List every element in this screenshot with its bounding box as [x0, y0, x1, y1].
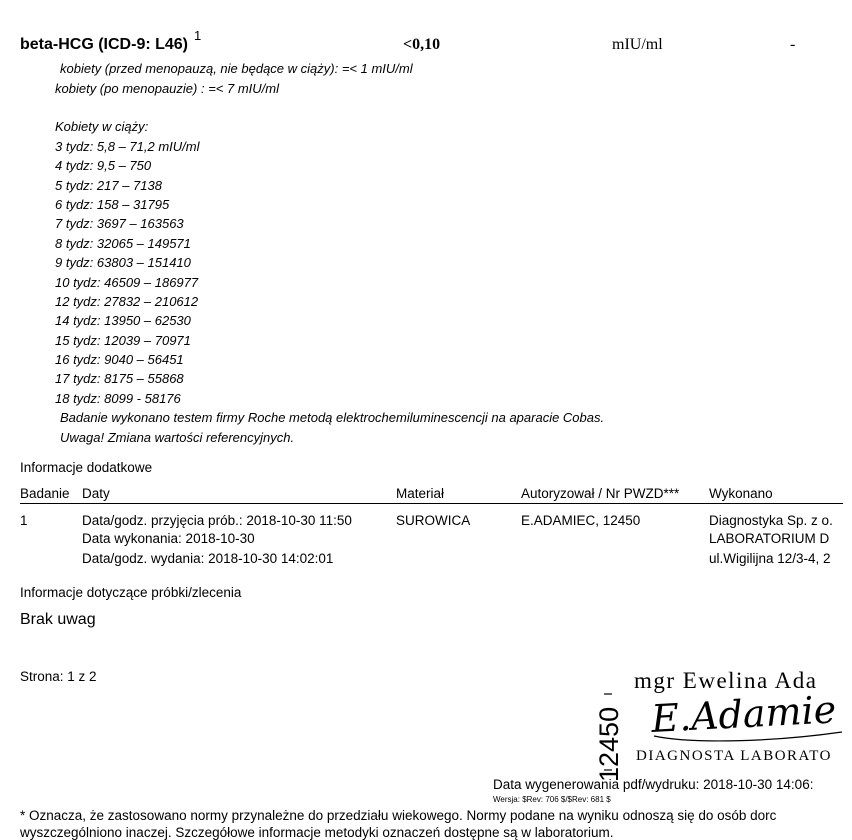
- ref-week-row: 10 tydz: 46509 – 186977: [55, 275, 199, 290]
- col-header-badanie: Badanie: [20, 486, 70, 501]
- version-info: Wersja: $Rev: 706 $/$Rev: 681 $: [493, 795, 611, 804]
- ref-week-row: 9 tydz: 63803 – 151410: [55, 255, 191, 270]
- row-badanie: 1: [20, 513, 28, 528]
- svg-text:E.Adamie: E.Adamie: [650, 687, 838, 741]
- test-name-text: beta-HCG (ICD-9: L46): [20, 36, 189, 53]
- ref-week-row: 15 tydz: 12039 – 70971: [55, 333, 191, 348]
- ref-week-row: 17 tydz: 8175 – 55868: [55, 371, 184, 386]
- ref-week-row: 7 tydz: 3697 – 163563: [55, 216, 184, 231]
- ref-week-row: 5 tydz: 217 – 7138: [55, 178, 162, 193]
- ref-week-row: 8 tydz: 32065 – 149571: [55, 236, 191, 251]
- result-unit: mIU/ml: [612, 36, 663, 53]
- ref-nonpregnant-post: kobiety (po menopauzie) : =< 7 mIU/ml: [55, 81, 279, 96]
- col-header-material: Materiał: [396, 486, 445, 501]
- signature-stamp: [594, 664, 843, 782]
- method-note: Badanie wykonano testem firmy Roche metodą elektrochemiluminescencji na aparacie Cobas.: [60, 410, 605, 425]
- ref-week-row: 16 tydz: 9040 – 56451: [55, 352, 184, 367]
- ref-nonpregnant-pre: kobiety (przed menopauzą, nie będące w ciąży): =< 1 mIU/ml: [60, 61, 413, 76]
- row-date-received: Data/godz. przyjęcia prób.: 2018-10-30 11:50: [82, 513, 352, 528]
- sample-remarks: Brak uwag: [20, 611, 96, 628]
- col-header-daty: Daty: [82, 486, 110, 501]
- ref-week-row: 12 tydz: 27832 – 210612: [55, 294, 199, 309]
- signer-title: DIAGNOSTA LABORATO: [636, 748, 832, 764]
- page-number: Strona: 1 z 2: [20, 669, 97, 684]
- row-performed-line3: ul.Wigilijna 12/3-4, 2: [709, 551, 831, 566]
- pwz-number: 12450: [594, 706, 624, 782]
- footnote-ref: 1: [194, 28, 202, 43]
- ref-week-row: 6 tydz: 158 – 31795: [55, 197, 170, 212]
- ref-week-row: 18 tydz: 8099 - 58176: [55, 391, 181, 406]
- generated-date: Data wygenerowania pdf/wydruku: 2018-10-30 14:06:: [493, 777, 814, 792]
- ref-pregnant-header: Kobiety w ciąży:: [55, 119, 149, 134]
- row-material: SUROWICA: [396, 513, 471, 528]
- warning-note: Uwaga! Zmiana wartości referencyjnych.: [60, 430, 295, 445]
- ref-week-row: 4 tydz: 9,5 – 750: [55, 158, 152, 173]
- ref-week-row: 14 tydz: 13950 – 62530: [55, 313, 191, 328]
- handwritten-signature: [650, 687, 852, 753]
- row-performed-line1: Diagnostyka Sp. z o.: [709, 513, 833, 528]
- result-value: <0,10: [403, 36, 441, 53]
- col-header-authorized: Autoryzował / Nr PWZD***: [521, 486, 680, 501]
- row-authorized: E.ADAMIEC, 12450: [521, 513, 641, 528]
- additional-info-heading: Informacje dodatkowe: [20, 460, 153, 475]
- stamp-lines: [604, 692, 612, 777]
- sample-info-heading: Informacje dotyczące próbki/zlecenia: [20, 585, 242, 600]
- row-date-issued: Data/godz. wydania: 2018-10-30 14:02:01: [82, 551, 334, 566]
- row-date-performed: Data wykonania: 2018-10-30: [82, 531, 255, 546]
- signer-name: mgr Ewelina Ada: [634, 668, 818, 693]
- footnote-line1: * Oznacza, że zastosowano normy przynależne do przedziału wiekowego. Normy podane na wyniku odnoszą się do osób dorc: [20, 808, 777, 823]
- col-header-performed: Wykonano: [709, 486, 773, 501]
- row-performed-line2: LABORATORIUM D: [709, 531, 830, 546]
- result-flag: -: [790, 36, 796, 53]
- table-header-divider: [20, 503, 843, 504]
- test-name: [20, 28, 202, 54]
- ref-week-row: 3 tydz: 5,8 – 71,2 mIU/ml: [55, 139, 200, 154]
- footnote-line2: wyszczególniono inaczej. Szczegółowe informacje metodyki oznaczeń dostępne są w laboratorium.: [20, 825, 614, 840]
